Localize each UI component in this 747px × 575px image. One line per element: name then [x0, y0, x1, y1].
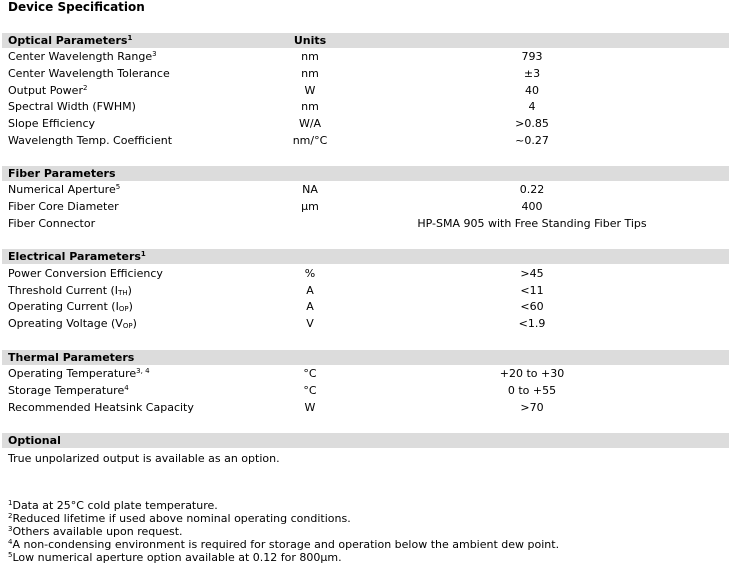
param-label: Threshold Current (I — [8, 284, 119, 297]
value-cell: <1.9 — [518, 317, 546, 330]
footnote-ref: 2 — [82, 84, 88, 92]
spec-row — [2, 383, 729, 399]
thermal-header-label: Thermal Parameters — [8, 351, 135, 364]
footnote-number: 4 — [8, 538, 13, 546]
footnote — [8, 525, 183, 538]
electrical-parameters-header — [2, 249, 729, 264]
unit-cell: °C — [303, 384, 317, 397]
fiber-header-label: Fiber Parameters — [8, 167, 116, 180]
optional-header-label: Optional — [8, 434, 61, 447]
value-cell: <11 — [520, 284, 544, 297]
page-title: Device Specification — [8, 0, 145, 14]
optional-text: True unpolarized output is available as an option. — [8, 452, 280, 465]
subscript: OP — [118, 305, 129, 313]
unit-cell: NA — [302, 183, 318, 196]
value-cell: 793 — [521, 50, 543, 63]
param-label: Power Conversion Efficiency — [8, 267, 163, 280]
param-label: Fiber Core Diameter — [8, 200, 119, 213]
thermal-parameters-header — [2, 350, 729, 365]
param-label-end: ) — [128, 300, 133, 313]
unit-cell: nm/°C — [292, 134, 328, 147]
unit-cell: V — [306, 317, 314, 330]
unit-cell: % — [304, 267, 316, 280]
value-cell: 0 to +55 — [507, 384, 557, 397]
spec-row — [2, 133, 729, 149]
value-cell: >70 — [520, 401, 544, 414]
spec-row — [2, 83, 729, 99]
spec-row — [2, 216, 729, 232]
unit-cell: nm — [301, 67, 319, 80]
param-label: Spectral Width (FWHM) — [8, 100, 136, 113]
footnote-text: Low numerical aperture option available at 0.12 for 800µm. — [12, 551, 342, 564]
footnote — [8, 499, 218, 512]
footnote-number: 1 — [8, 499, 13, 507]
spec-row — [2, 116, 729, 132]
footnote-text: A non-condensing environment is required for storage and operation below the ambient dew point. — [12, 538, 560, 551]
unit-cell: A — [306, 284, 314, 297]
unit-cell: µm — [301, 200, 319, 213]
unit-cell: nm — [301, 50, 319, 63]
param-label: Slope Efficiency — [8, 117, 96, 130]
spec-row — [2, 199, 729, 215]
footnote — [8, 551, 342, 564]
footnote-number: 3 — [8, 525, 13, 533]
electrical-header-label: Electrical Parameters — [8, 250, 141, 263]
param-label-end: ) — [132, 317, 137, 330]
spec-row — [2, 366, 729, 382]
subscript: TH — [118, 289, 128, 297]
optical-parameters-header — [2, 33, 729, 48]
param-label: Wavelength Temp. Coefficient — [8, 134, 173, 147]
unit-cell: A — [306, 300, 314, 313]
value-cell: ~0.27 — [515, 134, 549, 147]
value-cell: >0.85 — [515, 117, 549, 130]
subscript: OP — [122, 322, 133, 330]
footnote-ref: 3, 4 — [136, 367, 150, 375]
spec-row — [2, 400, 729, 416]
spec-row — [2, 49, 729, 65]
unit-cell: nm — [301, 100, 319, 113]
footnote-ref: 3 — [152, 50, 157, 58]
param-label: Operating Current (I — [8, 300, 119, 313]
spec-row — [2, 99, 729, 115]
param-label: Storage Temperature — [8, 384, 125, 397]
param-label: Operating Temperature — [8, 367, 137, 380]
value-cell: 40 — [525, 84, 539, 97]
param-label: Center Wavelength Tolerance — [8, 67, 170, 80]
param-label: Opreating Voltage (V — [8, 317, 123, 330]
spec-row — [2, 182, 729, 198]
footnote-text: Data at 25°C cold plate temperature. — [12, 499, 218, 512]
footnote-ref: 5 — [115, 183, 121, 191]
optical-header-label: Optical Parameters — [8, 34, 128, 47]
spec-row — [2, 299, 729, 315]
param-label: Recommended Heatsink Capacity — [8, 401, 194, 414]
spec-row — [2, 283, 729, 299]
param-label: Numerical Aperture — [8, 183, 116, 196]
value-cell: 400 — [521, 200, 543, 213]
footnote-text: Others available upon request. — [12, 525, 183, 538]
spec-row — [2, 316, 729, 332]
param-label-end: ) — [127, 284, 132, 297]
value-cell: +20 to +30 — [499, 367, 565, 380]
footnote-ref: 4 — [124, 384, 129, 392]
optional-header — [2, 433, 729, 448]
electrical-header-note: 1 — [140, 250, 146, 258]
value-cell: 0.22 — [519, 183, 545, 196]
footnote-number: 5 — [8, 551, 13, 559]
unit-cell: W — [304, 84, 316, 97]
fiber-parameters-header — [2, 166, 729, 181]
unit-cell: W/A — [298, 117, 322, 130]
value-cell: ±3 — [523, 67, 541, 80]
footnote — [8, 538, 559, 551]
param-label: Center Wavelength Range — [8, 50, 153, 63]
footnote-number: 2 — [8, 512, 13, 520]
optical-header-note: 1 — [127, 34, 133, 42]
spec-row — [2, 266, 729, 282]
units-column-header: Units — [293, 34, 327, 47]
unit-cell: °C — [303, 367, 317, 380]
value-cell: >45 — [520, 267, 544, 280]
footnote — [8, 512, 351, 525]
value-cell: 4 — [528, 100, 536, 113]
param-label: Fiber Connector — [8, 217, 96, 230]
value-cell: <60 — [520, 300, 544, 313]
value-cell: HP-SMA 905 with Free Standing Fiber Tips — [417, 217, 647, 230]
unit-cell: W — [304, 401, 316, 414]
param-label: Output Power — [8, 84, 83, 97]
footnote-text: Reduced lifetime if used above nominal operating conditions. — [12, 512, 351, 525]
spec-row — [2, 66, 729, 82]
